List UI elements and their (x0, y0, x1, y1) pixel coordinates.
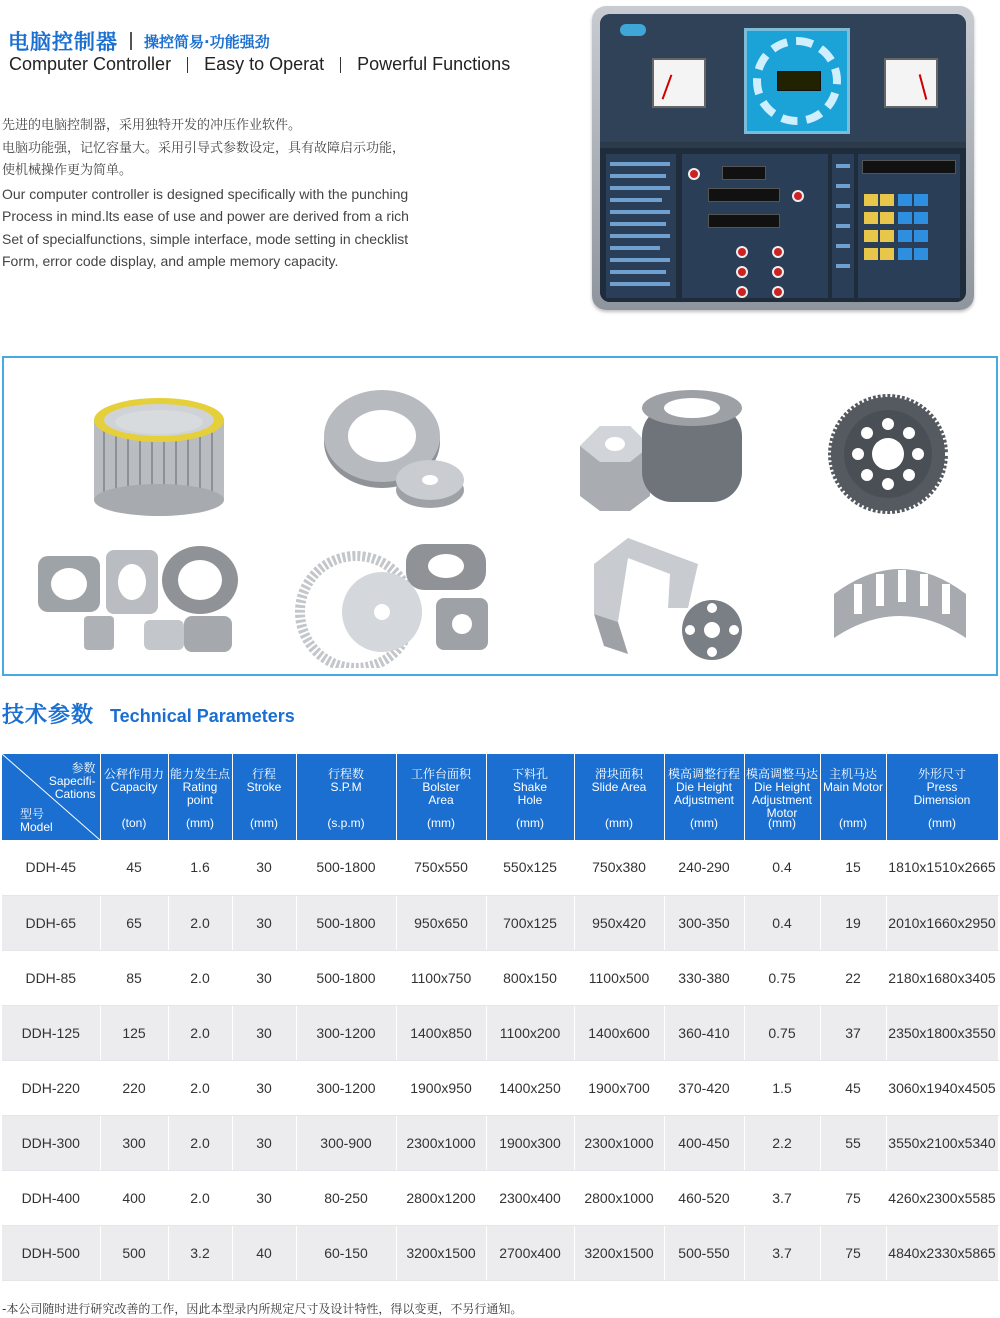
table-cell: 30 (232, 1060, 296, 1115)
table-cell: 460-520 (664, 1170, 744, 1225)
footnote: -本公司随时进行研究改善的工作，因此本型录内所规定尺寸及设计特性，得以变更，不另行通知。 (2, 1302, 523, 1316)
table-cell: 2.0 (168, 895, 232, 950)
column-header: 模高调整行程 Die Height Adjustment (mm) (664, 754, 744, 840)
table-cell: 3200x1500 (574, 1225, 664, 1280)
column-header: 主机马达 Main Motor (mm) (820, 754, 886, 840)
table-cell: 0.75 (744, 950, 820, 1005)
table-cell: 700x125 (486, 895, 574, 950)
table-cell: 22 (820, 950, 886, 1005)
table-cell: 2.0 (168, 1005, 232, 1060)
model-cell: DDH-45 (2, 840, 100, 895)
controller-panel-face (600, 14, 966, 302)
table-cell: 360-410 (664, 1005, 744, 1060)
model-cell: DDH-125 (2, 1005, 100, 1060)
table-cell: 300 (100, 1115, 168, 1170)
desc-en-line: Our computer controller is designed specifically with the punching (2, 185, 409, 202)
assorted-cores-image (34, 536, 244, 666)
panel-upper-section (600, 14, 966, 142)
corner-bottom-cn: 型号 (20, 807, 45, 821)
technical-params-heading (2, 698, 295, 729)
table-row (2, 1005, 998, 1060)
table-cell: 1810x1510x2665 (886, 840, 998, 895)
table-cell: 1100x200 (486, 1005, 574, 1060)
corner-top-cn: 参数 (71, 761, 96, 775)
model-cell: DDH-65 (2, 895, 100, 950)
page-subtitle-en-2: Powerful Functions (357, 54, 511, 74)
table-cell: 2.0 (168, 1115, 232, 1170)
table-corner-header (2, 754, 100, 840)
model-cell: DDH-220 (2, 1060, 100, 1115)
table-cell: 3.7 (744, 1170, 820, 1225)
table-row (2, 1225, 998, 1280)
table-cell: 2800x1000 (574, 1170, 664, 1225)
desc-cn-line: 电脑功能强，记忆容量大。采用引导式参数设定，具有故障启示功能， (2, 140, 406, 156)
table-cell: 4840x2330x5865 (886, 1225, 998, 1280)
params-table (2, 754, 999, 1281)
corner-top-en: Sapecifi- Cations (48, 774, 96, 801)
table-cell: 2350x1800x3550 (886, 1005, 998, 1060)
desc-en-line: Form, error code display, and ample memory capacity. (2, 253, 339, 269)
stator-ring-image (320, 380, 480, 520)
table-cell: 1100x500 (574, 950, 664, 1005)
table-cell: 125 (100, 1005, 168, 1060)
model-cell: DDH-500 (2, 1225, 100, 1280)
page-title-en: Computer Controller (9, 54, 172, 74)
table-cell: 2700x400 (486, 1225, 574, 1280)
table-cell: 4260x2300x5585 (886, 1170, 998, 1225)
table-cell: 15 (820, 840, 886, 895)
table-cell: 1900x700 (574, 1060, 664, 1115)
table-cell: 1900x300 (486, 1115, 574, 1170)
title-row-cn (8, 26, 270, 56)
table-cell: 500-1800 (296, 840, 396, 895)
table-cell: 1100x750 (396, 950, 486, 1005)
table-cell: 2800x1200 (396, 1170, 486, 1225)
table-cell: 300-900 (296, 1115, 396, 1170)
column-header: 行程 Stroke (mm) (232, 754, 296, 840)
title-divider (187, 57, 188, 73)
table-cell: 370-420 (664, 1060, 744, 1115)
table-cell: 1400x600 (574, 1005, 664, 1060)
table-cell: 2010x1660x2950 (886, 895, 998, 950)
column-header: 外形尺寸 Press Dimension (mm) (886, 754, 998, 840)
table-cell: 40 (232, 1225, 296, 1280)
panel-lower-section (600, 148, 966, 302)
table-cell: 2180x1680x3405 (886, 950, 998, 1005)
counter-section-icon (682, 154, 828, 298)
model-cell: DDH-400 (2, 1170, 100, 1225)
model-cell: DDH-300 (2, 1115, 100, 1170)
column-header: 下料孔 Shake Hole (mm) (486, 754, 574, 840)
table-cell: 400 (100, 1170, 168, 1225)
table-cell: 85 (100, 950, 168, 1005)
table-cell: 2.0 (168, 950, 232, 1005)
title-divider (340, 57, 341, 73)
table-cell: 2300x1000 (574, 1115, 664, 1170)
table-cell: 3.2 (168, 1225, 232, 1280)
column-header: 滑块面积 Slide Area (mm) (574, 754, 664, 840)
table-cell: 60-150 (296, 1225, 396, 1280)
desc-en-line: Set of specialfunctions, simple interface, mode setting in checklist (2, 230, 409, 247)
table-cell: 500-550 (664, 1225, 744, 1280)
section-title-en: Technical Parameters (110, 706, 295, 726)
column-header: 公秤作用力 Capacity (ton) (100, 754, 168, 840)
brand-logo-icon (620, 24, 646, 36)
table-cell: 30 (232, 840, 296, 895)
column-header: 模高调整马达 Die Height Adjustment Motor (mm) (744, 754, 820, 840)
table-cell: 220 (100, 1060, 168, 1115)
table-cell: 2300x1000 (396, 1115, 486, 1170)
voltage-meter-icon (884, 58, 938, 108)
table-cell: 75 (820, 1225, 886, 1280)
desc-en-line: Process in mind.lts ease of use and power are derived from a rich (2, 208, 409, 224)
page-subtitle-cn: 操控简易·功能强劲 (144, 32, 270, 51)
table-cell: 300-1200 (296, 1060, 396, 1115)
column-header: 能力发生点 Rating point (mm) (168, 754, 232, 840)
table-row (2, 950, 998, 1005)
amp-meter-icon (652, 58, 706, 108)
status-list-icon (832, 154, 854, 298)
table-cell: 400-450 (664, 1115, 744, 1170)
arc-segment-image (830, 554, 970, 650)
table-body (2, 840, 998, 1280)
table-cell: 2300x400 (486, 1170, 574, 1225)
table-cell: 500-1800 (296, 950, 396, 1005)
table-cell: 240-290 (664, 840, 744, 895)
table-cell: 2.0 (168, 1060, 232, 1115)
desc-cn-line: 使机械操作更为简单。 (2, 163, 133, 178)
desc-cn-line: 先进的电脑控制器，采用独特开发的冲压作业软件。 (2, 118, 302, 133)
table-cell: 30 (232, 950, 296, 1005)
table-cell: 3200x1500 (396, 1225, 486, 1280)
table-cell: 0.4 (744, 895, 820, 950)
table-cell: 750x550 (396, 840, 486, 895)
table-cell: 37 (820, 1005, 886, 1060)
table-cell: 950x650 (396, 895, 486, 950)
product-gallery (2, 356, 998, 676)
table-cell: 0.4 (744, 840, 820, 895)
table-cell: 300-1200 (296, 1005, 396, 1060)
table-cell: 30 (232, 1115, 296, 1170)
table-cell: 330-380 (664, 950, 744, 1005)
keypad-icon (858, 154, 960, 298)
table-cell: 800x150 (486, 950, 574, 1005)
controller-panel-image (592, 6, 974, 310)
stator-core-image (74, 380, 244, 520)
table-cell: 75 (820, 1170, 886, 1225)
section-title-cn: 技术参数 (2, 703, 95, 728)
table-cell: 30 (232, 1005, 296, 1060)
table-cell: 30 (232, 1170, 296, 1225)
model-cell: DDH-85 (2, 950, 100, 1005)
dial-display-icon (744, 28, 850, 134)
table-cell: 1400x850 (396, 1005, 486, 1060)
table-cell: 750x380 (574, 840, 664, 895)
table-row (2, 1115, 998, 1170)
u-core-rotor-image (588, 534, 768, 666)
table-row (2, 1170, 998, 1225)
description (2, 115, 462, 273)
table-row (2, 1060, 998, 1115)
slotted-core-image (560, 386, 760, 516)
table-cell: 1.6 (168, 840, 232, 895)
table-cell: 80-250 (296, 1170, 396, 1225)
rotor-lamination-image (826, 392, 950, 516)
table-cell: 2.0 (168, 1170, 232, 1225)
page-subtitle-en-1: Easy to Operat (204, 54, 325, 74)
table-cell: 45 (100, 840, 168, 895)
table-cell: 0.75 (744, 1005, 820, 1060)
table-row (2, 840, 998, 895)
table-cell: 3550x2100x5340 (886, 1115, 998, 1170)
table-cell: 1900x950 (396, 1060, 486, 1115)
table-cell: 2.2 (744, 1115, 820, 1170)
table-cell: 500-1800 (296, 895, 396, 950)
table-cell: 500 (100, 1225, 168, 1280)
table-cell: 300-350 (664, 895, 744, 950)
table-cell: 55 (820, 1115, 886, 1170)
table-header-row (2, 754, 998, 840)
status-list-icon (606, 154, 676, 298)
table-cell: 550x125 (486, 840, 574, 895)
page-title-cn: 电脑控制器 (8, 30, 118, 54)
column-header: 行程数 S.P.M (s.p.m) (296, 754, 396, 840)
title-divider (130, 32, 132, 50)
table-cell: 950x420 (574, 895, 664, 950)
table-cell: 1400x250 (486, 1060, 574, 1115)
table-cell: 19 (820, 895, 886, 950)
table-cell: 65 (100, 895, 168, 950)
table-row (2, 895, 998, 950)
table-cell: 1.5 (744, 1060, 820, 1115)
lamination-set-image (286, 538, 496, 668)
table-cell: 45 (820, 1060, 886, 1115)
title-row-en (9, 54, 510, 75)
corner-bottom-en: Model (20, 820, 53, 834)
table-cell: 30 (232, 895, 296, 950)
table-cell: 3.7 (744, 1225, 820, 1280)
table-cell: 3060x1940x4505 (886, 1060, 998, 1115)
column-header: 工作台面积 Bolster Area (mm) (396, 754, 486, 840)
